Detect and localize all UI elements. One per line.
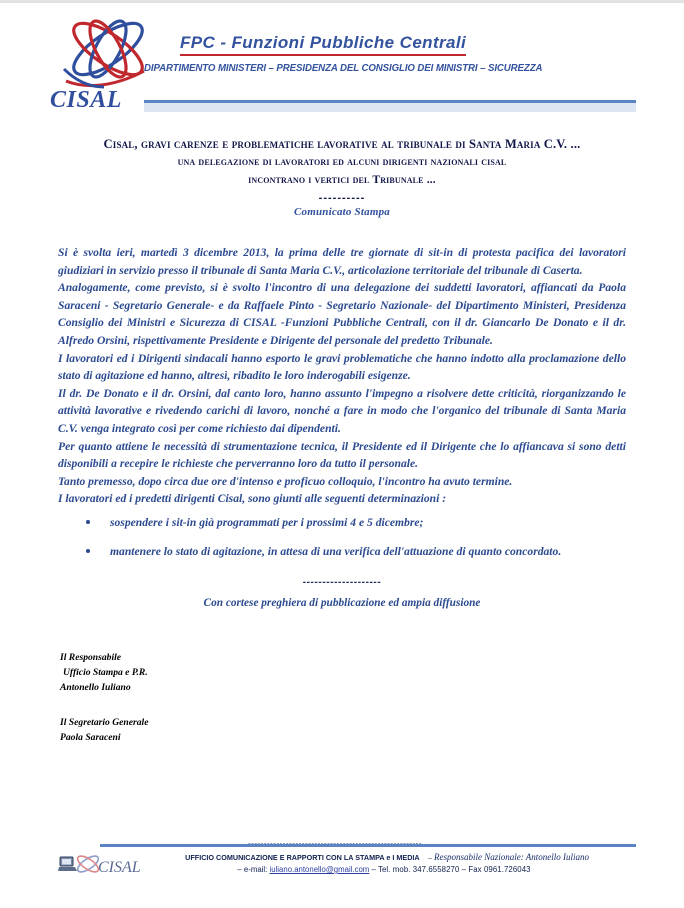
signature-role-line: Ufficio Stampa e P.R. bbox=[63, 667, 148, 679]
body-paragraph: Analogamente, come previsto, si è svolto l'incontro di una delegazione dei suddetti lavoratori, affiancati da Paola Saraceni - Segretario Generale- e da Raffaele Pinto - Segretario Nazionale- del Dipartimento Ministeri, Presidenza Consiglio dei Ministri e Sicurezza di CISAL -Funzioni Pubbliche Centrali, con il dr. Giancarlo De Donato e il dr. Alfredo Orsini, rispettivamente Presidente e Dirigente del personale del predetto Tribunale. bbox=[58, 281, 626, 347]
cisal-wordmark: CISAL bbox=[50, 87, 122, 113]
header-band bbox=[144, 103, 636, 112]
document-header bbox=[0, 3, 684, 121]
signature-responsabile bbox=[60, 650, 684, 695]
footer-dash: – bbox=[425, 853, 434, 862]
document-title-block bbox=[60, 135, 624, 218]
document-subtitle: Comunicato Stampa bbox=[293, 206, 390, 218]
title-line-2: una delegazione di lavoratori ed alcuni dirigenti nazionali cisal bbox=[177, 155, 507, 168]
department-line: DIPARTIMENTO MINISTERI – PRESIDENZA DEL CONSIGLIO DEI MINISTRI – SICUREZZA bbox=[144, 62, 543, 74]
title-line-1: Cisal, gravi carenze e problematiche lavorative al tribunale di Santa Maria C.V. ... bbox=[103, 137, 581, 151]
fpc-title: FPC - Funzioni Pubbliche Centrali bbox=[180, 33, 466, 56]
signature-segretario bbox=[60, 715, 684, 745]
body-paragraph: I lavoratori ed i Dirigenti sindacali hanno esporto le gravi problematiche che hanno indotto alla proclamazione dello stato di agitazione ed hanno, altresì, ribadito le loro inderogabili esigenze. bbox=[58, 351, 626, 383]
signature-name: Antonello Iuliano bbox=[60, 682, 131, 694]
signature-role-line: Il Segretario Generale bbox=[60, 717, 149, 729]
closing-separator: -------------------- bbox=[302, 577, 382, 589]
footer-contact bbox=[120, 852, 648, 874]
footer-responsible: Responsabile Nazionale: Antonello Iuliano bbox=[433, 852, 590, 862]
footer-email-prefix: – e-mail: bbox=[237, 865, 270, 874]
signature-block bbox=[60, 650, 684, 745]
svg-text:CISAL: CISAL bbox=[98, 859, 141, 876]
footer-email-line bbox=[120, 865, 648, 874]
footer-office-label: UFFICIO COMUNICAZIONE E RAPPORTI CON LA STAMPA e I MEDIA bbox=[185, 853, 420, 862]
signature-name: Paola Saraceni bbox=[60, 732, 121, 744]
closing-text: Con cortese preghiera di pubblicazione ed ampia diffusione bbox=[203, 596, 481, 609]
signature-role-line: Il Responsabile bbox=[60, 652, 122, 664]
footer-office-line bbox=[120, 852, 648, 862]
list-item: mantenere lo stato di agitazione, in attesa di una verifica dell'attuazione di quanto concordato. bbox=[110, 543, 626, 561]
determinations-list bbox=[58, 514, 626, 560]
document-footer bbox=[0, 844, 684, 900]
closing-block bbox=[58, 574, 626, 612]
cisal-atom-logo-icon bbox=[52, 9, 164, 93]
footer-email-suffix: – bbox=[369, 865, 378, 874]
body-paragraph: Si è svolta ieri, martedì 3 dicembre 2013, la prima delle tre giornate di sit-in di protesta pacifica dei lavoratori giudiziari in servizio presso il tribunale di Santa Maria C.V., articolazione territoriale del tribunale di Caserta. bbox=[58, 246, 626, 277]
body-paragraph: Tanto premesso, dopo circa due ore d'intenso e proficuo colloquio, l'incontro ha avuto termine. bbox=[58, 474, 513, 488]
footer-email-link[interactable]: iuliano.antonello@gmail.com bbox=[269, 865, 370, 874]
body-paragraph: Il dr. De Donato e il dr. Orsini, dal canto loro, hanno assunto l'impegno a risolvere dette criticità, riorganizzando le attività lavorative e rivedendo carichi di lavoro, nonché a fare in modo che l'organico del tribunale di Santa Maria C.V. venga integrato così per come richiesto dai dipendenti. bbox=[58, 386, 626, 435]
footer-rule bbox=[100, 844, 636, 847]
document-body bbox=[58, 244, 626, 612]
body-paragraph: Per quanto attiene le necessità di strumentazione tecnica, il Presidente ed il Dirigente che lo affiancava si sono detti disponibili a recepire le richieste che perverranno loro da tutto il personale. bbox=[58, 439, 626, 471]
body-paragraph: I lavoratori ed i predetti dirigenti Cisal, sono giunti alle seguenti determinazioni : bbox=[58, 492, 447, 506]
computer-icon bbox=[58, 857, 77, 871]
list-item: sospendere i sit-in già programmati per i prossimi 4 e 5 dicembre; bbox=[110, 514, 626, 532]
footer-phone: Tel. mob. 347.6558270 – Fax 0961.726043 bbox=[377, 865, 531, 874]
title-line-3: incontrano i vertici del Tribunale ... bbox=[248, 173, 436, 186]
title-separator: ---------- bbox=[318, 192, 366, 204]
